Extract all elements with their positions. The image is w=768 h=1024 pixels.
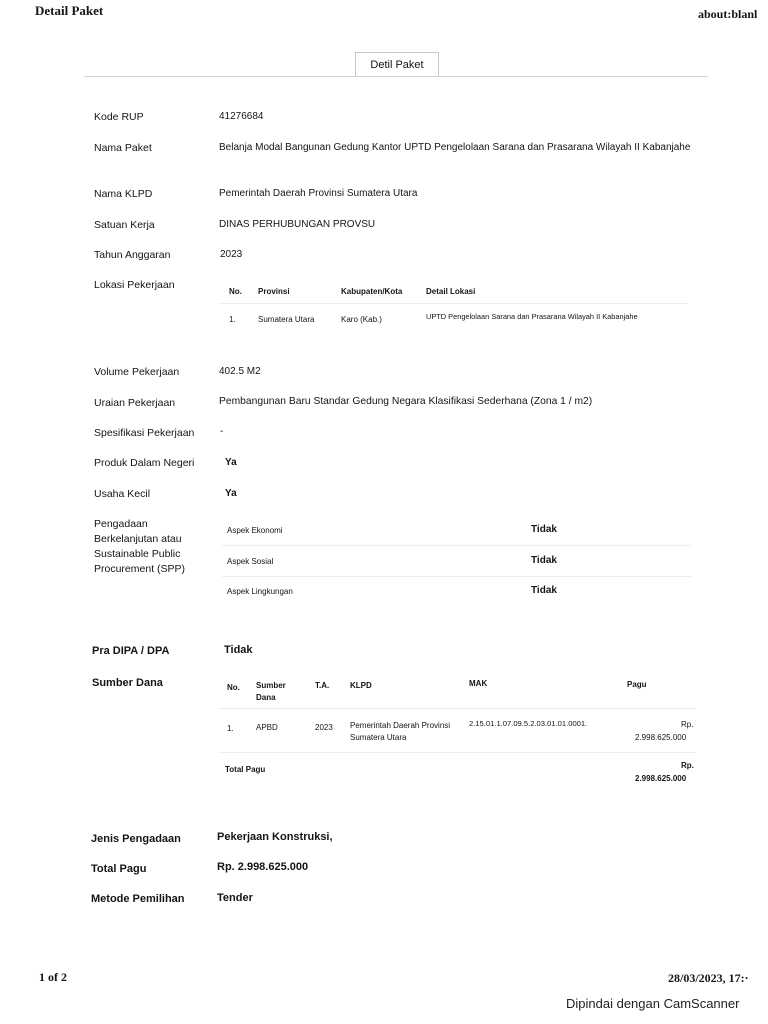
label-usaha-kecil: Usaha Kecil: [94, 488, 151, 500]
dana-header-mak: MAK: [469, 679, 488, 688]
lokasi-header-provinsi: Provinsi: [258, 287, 290, 296]
dana-cell-mak: 2.15.01.1.07.09.5.2.03.01.01.0001.: [469, 719, 588, 728]
spp-value-sosial: Tidak: [531, 555, 557, 566]
print-footer-page: 1 of 2: [39, 970, 67, 984]
value-nama-klpd: Pemerintah Daerah Provinsi Sumatera Utara: [219, 188, 418, 199]
value-jenis-pengadaan: Pekerjaan Konstruksi,: [217, 831, 333, 843]
dana-header-pagu: Pagu: [627, 680, 647, 689]
dana-header-ta: T.A.: [315, 681, 330, 690]
spp-aspek-lingkungan: Aspek Lingkungan: [227, 587, 293, 596]
dana-total-label: Total Pagu: [225, 765, 266, 774]
value-kode-rup: 41276684: [219, 111, 264, 122]
value-total-pagu: Rp. 2.998.625.000: [217, 861, 309, 873]
label-spesifikasi-pekerjaan: Spesifikasi Pekerjaan: [94, 427, 195, 439]
dana-cell-no: 1.: [227, 724, 234, 733]
dana-cell-pagu-prefix: Rp.: [681, 720, 694, 729]
dana-cell-pagu: 2.998.625.000: [635, 733, 687, 742]
dana-cell-klpd: Pemerintah Daerah Provinsi Sumatera Utara: [350, 721, 451, 742]
lokasi-cell-kabupaten: Karo (Kab.): [341, 315, 382, 324]
table-divider: [218, 752, 696, 753]
dana-total-prefix: Rp.: [681, 761, 694, 770]
dana-cell-sumber: APBD: [256, 723, 278, 732]
label-lokasi-pekerjaan: Lokasi Pekerjaan: [94, 279, 175, 291]
value-metode-pemilihan: Tender: [217, 892, 253, 904]
label-total-pagu: Total Pagu: [91, 863, 147, 875]
label-pra-dipa: Pra DIPA / DPA: [92, 645, 170, 657]
table-divider: [222, 545, 692, 546]
label-jenis-pengadaan: Jenis Pengadaan: [91, 833, 181, 845]
value-volume-pekerjaan: 402.5 M2: [219, 366, 261, 377]
tab-detil-paket[interactable]: Detil Paket: [355, 52, 439, 76]
value-produk-dalam-negeri: Ya: [225, 457, 237, 468]
lokasi-cell-detail: UPTD Pengelolaan Sarana dan Prasarana Wilayah II Kabanjahe: [426, 312, 638, 321]
print-header-title: Detail Paket: [35, 3, 104, 18]
lokasi-cell-no: 1.: [229, 315, 236, 324]
dana-header-no: No.: [227, 683, 240, 692]
label-sumber-dana: Sumber Dana: [92, 677, 163, 689]
value-nama-paket: Belanja Modal Bangunan Gedung Kantor UPTD Pengelolaan Sarana dan Prasarana Wilayah II Kabanjahe: [219, 142, 691, 153]
lokasi-cell-provinsi: Sumatera Utara: [258, 315, 315, 324]
table-divider: [222, 576, 692, 577]
label-volume-pekerjaan: Volume Pekerjaan: [94, 366, 180, 378]
label-kode-rup: Kode RUP: [94, 111, 144, 123]
table-divider: [218, 708, 696, 709]
label-produk-dalam-negeri: Produk Dalam Negeri: [94, 457, 195, 469]
value-pra-dipa: Tidak: [224, 644, 253, 656]
dana-header-klpd: KLPD: [350, 681, 372, 690]
print-footer-datetime: 28/03/2023, 17:·: [668, 971, 749, 985]
spp-aspek-sosial: Aspek Sosial: [227, 557, 274, 566]
label-satuan-kerja: Satuan Kerja: [94, 219, 155, 231]
label-spp: Pengadaan Berkelanjutan atau Sustainable Public Procurement (SPP): [94, 518, 186, 575]
value-spesifikasi-pekerjaan: -: [220, 426, 224, 437]
value-satuan-kerja: DINAS PERHUBUNGAN PROVSU: [219, 219, 376, 230]
lokasi-header-detail: Detail Lokasi: [426, 287, 476, 296]
table-divider: [218, 303, 688, 304]
spp-value-lingkungan: Tidak: [531, 585, 557, 596]
spp-aspek-ekonomi: Aspek Ekonomi: [227, 526, 283, 535]
value-uraian-pekerjaan: Pembangunan Baru Standar Gedung Negara Klasifikasi Sederhana (Zona 1 / m2): [219, 396, 593, 407]
label-nama-paket: Nama Paket: [94, 142, 152, 154]
label-uraian-pekerjaan: Uraian Pekerjaan: [94, 397, 176, 409]
scanner-watermark: Dipindai dengan CamScanner: [566, 996, 740, 1011]
dana-cell-ta: 2023: [315, 723, 333, 732]
label-tahun-anggaran: Tahun Anggaran: [94, 249, 171, 261]
dana-total-value: 2.998.625.000: [635, 774, 687, 783]
lokasi-header-kabupaten: Kabupaten/Kota: [341, 287, 403, 296]
label-nama-klpd: Nama KLPD: [94, 188, 153, 200]
value-usaha-kecil: Ya: [225, 488, 237, 499]
lokasi-header-no: No.: [229, 287, 242, 296]
print-header-url: about:blanl: [698, 7, 758, 21]
value-tahun-anggaran: 2023: [220, 249, 243, 260]
spp-value-ekonomi: Tidak: [531, 524, 557, 535]
dana-header-sumber: Sumber Dana: [256, 681, 286, 702]
label-metode-pemilihan: Metode Pemilihan: [91, 893, 185, 905]
